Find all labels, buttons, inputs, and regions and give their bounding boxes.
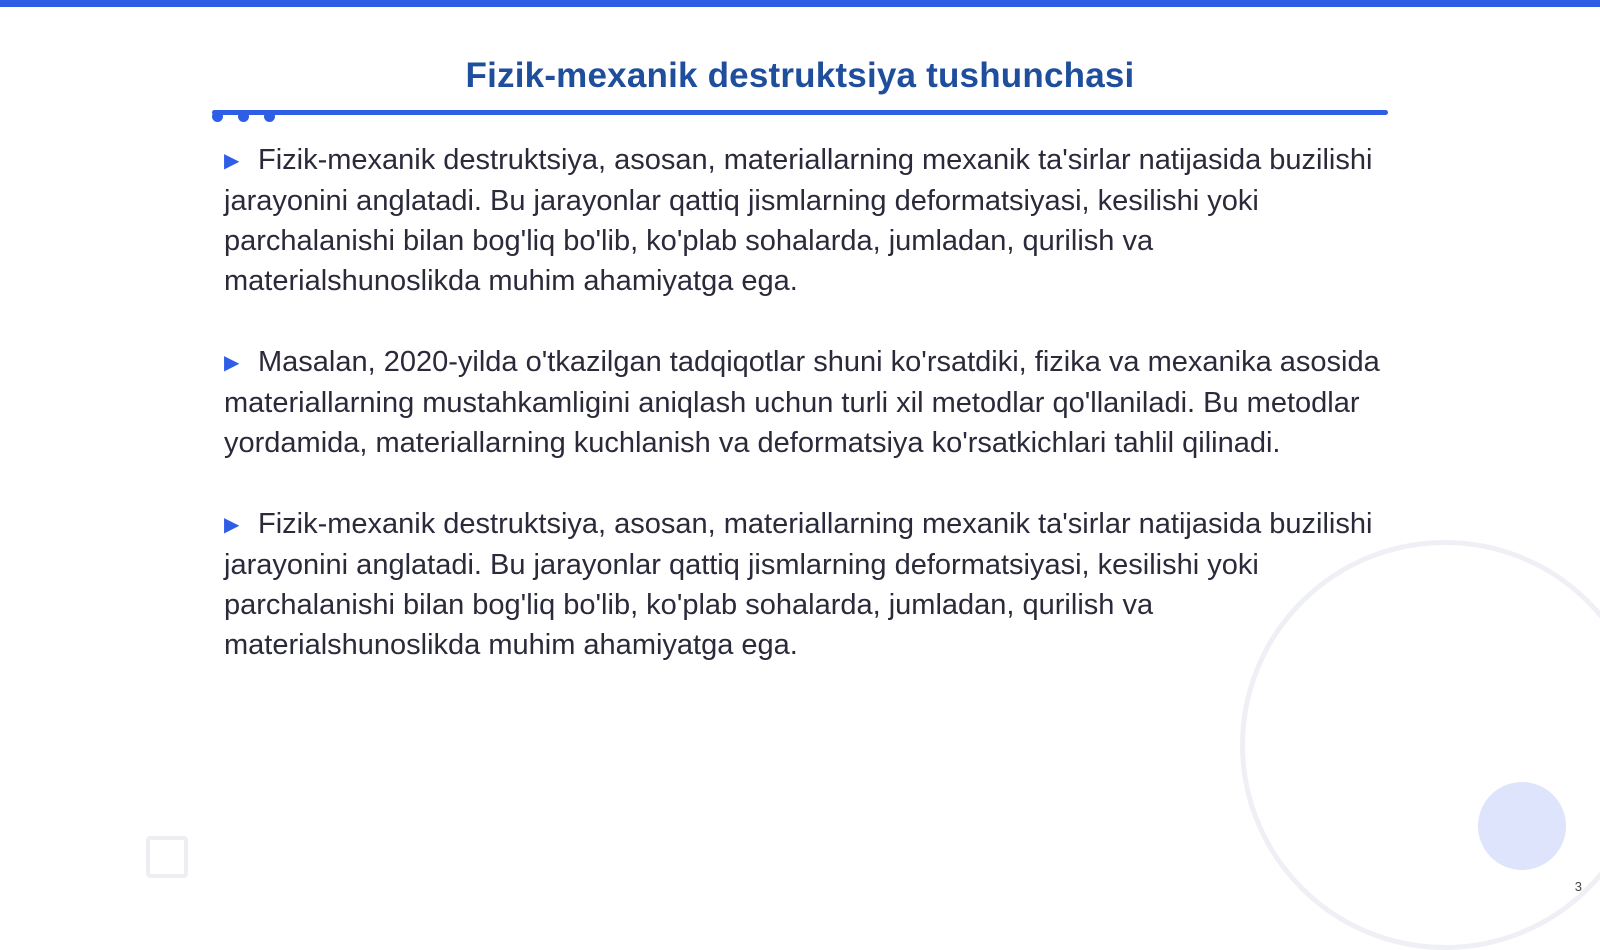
slide-title: Fizik-mexanik destruktsiya tushunchasi — [465, 56, 1135, 95]
bullet-text: Masalan, 2020-yilda o'tkazilgan tadqiqotlar shuni ko'rsatdiki, fizika va mexanika asosida materiallarning mustahkamligini aniqlash uchun turli xil metodlar qo'llaniladi. Bu metodlar yordamida, materiallarning kuchlanish va deformatsiya ko'rsatkichlari tahlil qilinadi. — [224, 346, 1380, 459]
triangle-right-icon: ▶ — [224, 150, 240, 172]
underline-dot — [238, 111, 249, 122]
bullet-item — [224, 504, 1384, 665]
bullet-text: Fizik-mexanik destruktsiya, asosan, materiallarning mexanik ta'sirlar natijasida buzilishi jarayonini anglatadi. Bu jarayonlar qattiq jismlarning deformatsiyasi, kesilishi yoki parchalanishi bilan bog'liq bo'lib, ko'plab sohalarda, jumladan, qurilish va materialshunoslikda muhim ahamiyatga ega. — [224, 508, 1373, 661]
underline-dot — [212, 111, 223, 122]
page-number: 3 — [1574, 879, 1582, 894]
bullet-item — [224, 342, 1384, 463]
title-underline-dots — [212, 110, 282, 124]
title-underline — [212, 110, 1388, 115]
triangle-right-icon: ▶ — [224, 514, 240, 536]
top-accent-bar — [0, 0, 1600, 7]
bullet-item — [224, 140, 1384, 301]
decorative-square — [146, 836, 188, 878]
decorative-circle — [1478, 782, 1566, 870]
bullet-list — [224, 140, 1384, 706]
underline-dot — [264, 111, 275, 122]
triangle-right-icon: ▶ — [224, 352, 240, 374]
bullet-text: Fizik-mexanik destruktsiya, asosan, materiallarning mexanik ta'sirlar natijasida buzilishi jarayonini anglatadi. Bu jarayonlar qattiq jismlarning deformatsiyasi, kesilishi yoki parchalanishi bilan bog'liq bo'lib, ko'plab sohalarda, jumladan, qurilish va materialshunoslikda muhim ahamiyatga ega. — [224, 144, 1373, 297]
